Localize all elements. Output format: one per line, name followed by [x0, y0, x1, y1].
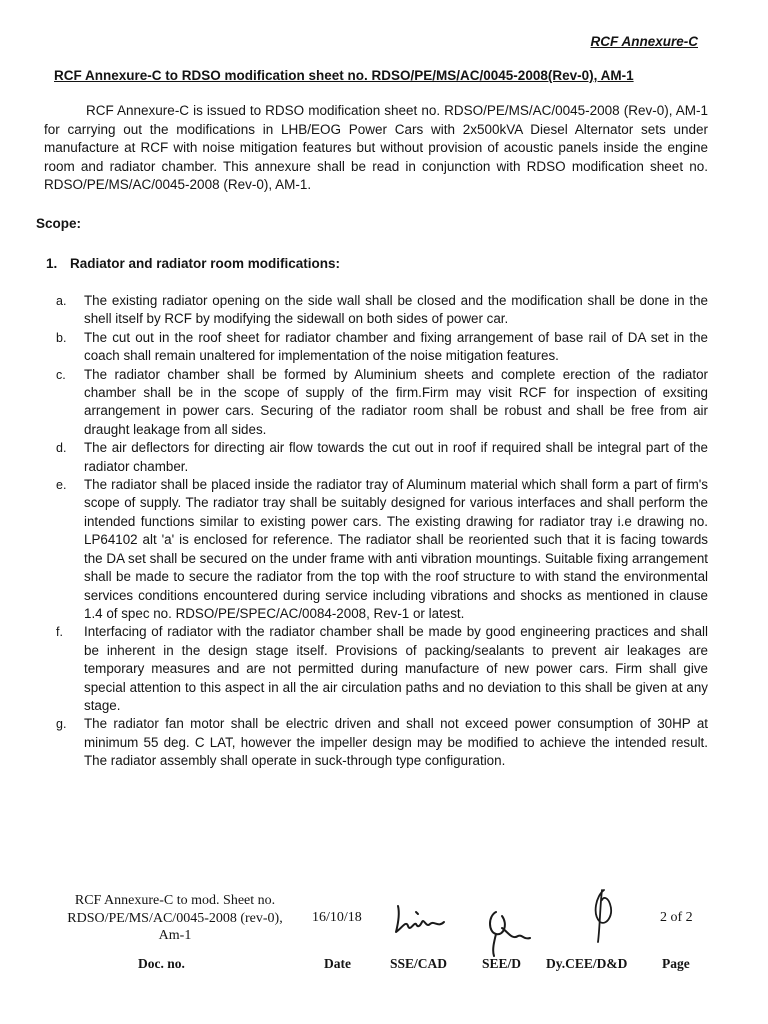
list-item — [56, 439, 708, 476]
footer-doc-number — [40, 892, 310, 945]
signature-sse-cad — [392, 902, 452, 942]
footer-page-number: 2 of 2 — [660, 910, 693, 925]
label-date: Date — [324, 956, 351, 971]
signature-see-d — [482, 906, 538, 958]
list-item — [56, 329, 708, 366]
doc-number-line: Am-1 — [158, 928, 192, 943]
list-item-text: The radiator shall be placed inside the radiator tray of Aluminum material which shall form a part of firm's scope of supply. The radiator tray shall be suitably designed for various interfaces and shall perform the intended functions similar to existing power cars. The existing drawing for radiator tray i.e drawing no. LP64102 alt 'a' is enclosed for reference. The radiator shall be reoriented such that it is facing towards the DA set shall be secured on the under frame with anti vibration mountings. Suitable fixing arrangement shall be made to secure the radiator from the top with the roof structure to with stand the environmental services conditions encountered during service including vibrations and shocks as mentioned in clause 1.4 of spec no. RDSO/PE/SPEC/AC/0084-2008, Rev-1 or latest. — [84, 477, 708, 621]
list-item-text: The cut out in the roof sheet for radiator chamber and fixing arrangement of base rail of DA set in the coach shall remain unaltered for implementation of the noise mitigation features. — [84, 329, 708, 364]
list-item-text: The air deflectors for directing air flow towards the cut out in roof if required shall be integral part of the radiator chamber. — [84, 440, 708, 474]
list-item-text: The radiator fan motor shall be electric driven and shall not exceed power consumption of 30HP at minimum 55 deg. C LAT, however the impeller design may be modified to achieve the intended result. The radiator assembly shall operate in suck-through type configuration. — [84, 716, 708, 769]
list-item — [56, 715, 708, 770]
list-item — [56, 366, 708, 440]
list-item-marker: c. — [56, 367, 66, 382]
list-item-marker: d. — [56, 441, 67, 456]
doc-number-line: RCF Annexure-C to mod. Sheet no. — [74, 893, 276, 908]
doc-number-line: RDSO/PE/MS/AC/0045-2008 (rev-0), — [67, 910, 283, 926]
section-number: 1. — [46, 256, 58, 271]
label-see-d: SEE/D — [482, 956, 522, 971]
list-item-marker: e. — [56, 478, 67, 493]
label-page: Page — [662, 956, 690, 971]
list-item-marker: f. — [56, 625, 63, 640]
list-item-text: Interfacing of radiator with the radiator chamber shall be made by good engineering practices and shall be inherent in the design stage itself. Provisions of packing/sealants to prevent air leakages are temporary measures and are not permitted during manufacture of new power cars. Firm shall give special attention to this aspect in all the air circulation paths and no deviation to this shall be given at any stage. — [84, 624, 708, 713]
scope-heading: Scope: — [36, 216, 82, 231]
intro-paragraph: RCF Annexure-C is issued to RDSO modification sheet no. RDSO/PE/MS/AC/0045-2008 (Rev-0), AM-1 for carrying out the modifications in LHB/EOG Power Cars with 2x500kVA Diesel Alternator sets under manufacture at RCF with noise mitigation features but without provision of acoustic panels inside the engine room and radiator chamber. This annexure shall be read in conjunction with RDSO modification sheet no. RDSO/PE/MS/AC/0045-2008 (Rev-0), AM-1. — [44, 103, 708, 192]
list-item-text: The existing radiator opening on the side wall shall be closed and the modification shall be done in the shell itself by RCF by modifying the sidewall on both sides of power car. — [84, 293, 708, 327]
document-title: RCF Annexure-C to RDSO modification sheet no. RDSO/PE/MS/AC/0045-2008(Rev-0), AM-1 — [54, 68, 634, 83]
signature-dy-cee — [584, 886, 624, 946]
list-item — [56, 623, 708, 715]
list-item-marker: a. — [56, 294, 67, 308]
section-heading — [46, 256, 340, 271]
label-sse-cad: SSE/CAD — [390, 956, 448, 971]
label-doc-no: Doc. no. — [138, 956, 185, 971]
annexure-tag: RCF Annexure-C — [590, 34, 698, 49]
list-item — [56, 292, 708, 329]
footer-date: 16/10/18 — [312, 910, 362, 925]
list-item-marker: g. — [56, 717, 67, 732]
modification-list — [56, 292, 708, 771]
list-item-text: The radiator chamber shall be formed by Aluminium sheets and complete erection of the radiator chamber shall be in the scope of supply of the firm.Firm may visit RCF for inspection of exsiting arrangement in power cars. Securing of the radiator room shall be robust and shall be free from air draught leakage from all sides. — [84, 366, 708, 437]
signature-footer — [0, 880, 768, 990]
list-item — [56, 476, 708, 623]
list-item-marker: b. — [56, 330, 67, 345]
label-dy-cee: Dy.CEE/D&D — [546, 956, 628, 971]
section-title: Radiator and radiator room modifications: — [70, 256, 341, 271]
